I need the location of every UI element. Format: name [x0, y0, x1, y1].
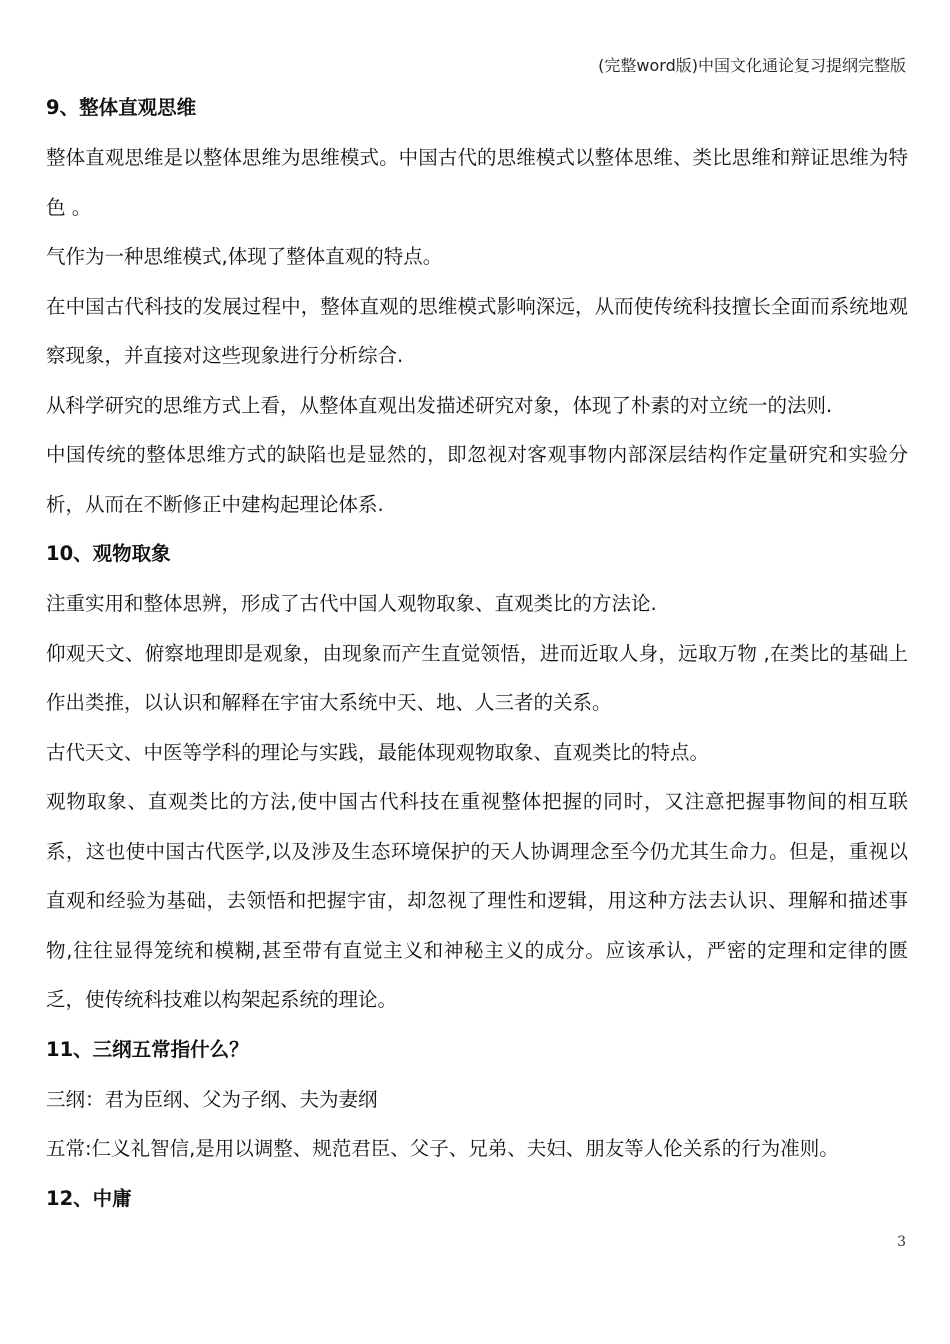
section-heading: 10、观物取象 — [46, 542, 171, 565]
paragraph: 注重实用和整体思辨，形成了古代中国人观物取象、直观类比的方法论. — [46, 592, 657, 615]
section-11 — [46, 1025, 908, 1174]
section-10 — [46, 529, 908, 1025]
paragraph: 在中国古代科技的发展过程中，整体直观的思维模式影响深远，从而使传统科技擅长全面而系统地观察现象，并直接对这些现象进行分析综合. — [46, 294, 908, 367]
document-body — [46, 83, 908, 1224]
paragraph: 从科学研究的思维方式上看，从整体直观出发描述研究对象，体现了朴素的对立统一的法则. — [46, 393, 833, 417]
paragraph: 古代天文、中医等学科的理论与实践，最能体现观物取象、直观类比的特点。 — [46, 740, 710, 764]
section-heading: 11、三纲五常指什么？ — [46, 1037, 249, 1061]
paragraph: 仰观天文、俯察地理即是观象，由现象而产生直觉领悟，进而近取人身，远取万物 ,在类比的基础上作出类推，以认识和解释在宇宙大系统中天、地、人三者的关系。 — [46, 641, 908, 714]
page-header-title: (完整word版)中国文化通论复习提纲完整版 — [598, 56, 906, 75]
paragraph: 中国传统的整体思维方式的缺陷也是显然的，即忽视对客观事物内部深层结构作定量研究和实验分析，从而在不断修正中建构起理论体系. — [46, 443, 908, 516]
page-number: 3 — [897, 1234, 906, 1250]
section-heading: 9、整体直观思维 — [46, 96, 197, 119]
section-heading: 12、中庸 — [46, 1186, 132, 1210]
section-12 — [46, 1174, 908, 1224]
paragraph: 气作为一种思维模式,体现了整体直观的特点。 — [46, 245, 443, 268]
paragraph: 整体直观思维是以整体思维为思维模式。中国古代的思维模式以整体思维、类比思维和辩证思维为特色 。 — [46, 146, 908, 219]
paragraph: 观物取象、直观类比的方法,使中国古代科技在重视整体把握的同时，又注意把握事物间的相互联系，这也使中国古代医学,以及涉及生态环境保护的天人协调理念至今仍尤其生命力。但是，重视以直观和经验为基础，去领悟和把握宇宙，却忽视了理性和逻辑，用这种方法去认识、理解和描述事物,往往显得笼统和模糊,甚至带有直觉主义和神秘主义的成分。应该承认，严密的定理和定律的匮乏，使传统科技难以构架起系统的理论。 — [46, 790, 908, 1011]
paragraph: 五常:仁义礼智信,是用以调整、规范君臣、父子、兄弟、夫妇、朋友等人伦关系的行为准则。 — [46, 1137, 839, 1160]
section-9 — [46, 83, 908, 529]
paragraph: 三纲：君为臣纲、父为子纲、夫为妻纲 — [46, 1087, 378, 1111]
